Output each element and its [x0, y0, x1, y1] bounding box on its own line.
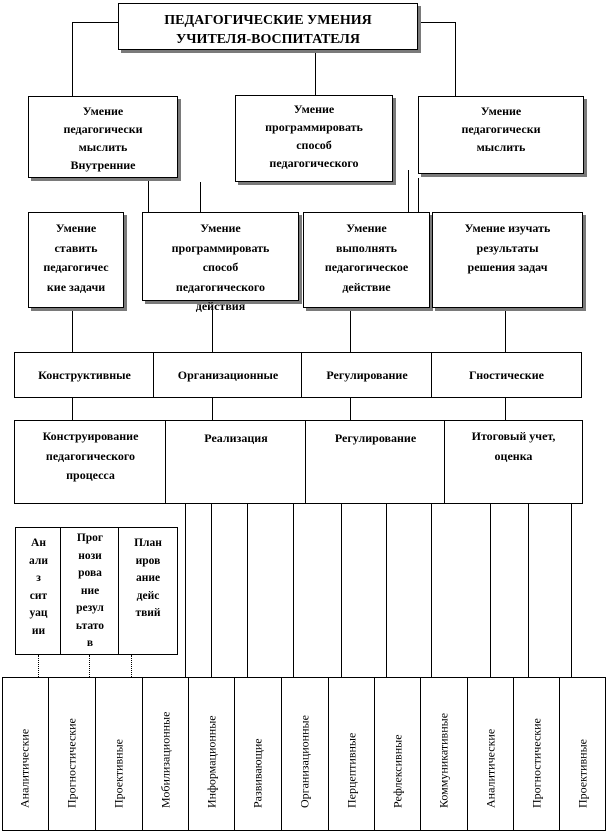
connector — [431, 504, 432, 677]
connector — [418, 178, 419, 212]
level4-line: процесса — [66, 468, 115, 482]
connector — [350, 398, 351, 420]
level3-cell: Организационные — [153, 352, 302, 398]
level4-cell — [165, 420, 306, 504]
level1-line: педагогического — [269, 156, 359, 170]
bottom-cell — [2, 677, 49, 831]
bottom-cell — [235, 677, 282, 831]
level5-line: нози — [78, 549, 102, 562]
bottom-label: Аналитические — [17, 728, 32, 808]
connector — [185, 504, 186, 677]
level2-line: Умение — [346, 221, 387, 235]
bottom-label: Прогностические — [529, 718, 543, 808]
connector — [350, 308, 351, 352]
dotted-connector — [38, 655, 39, 677]
bottom-label: Проективные — [111, 739, 126, 808]
level2-line: ставить — [54, 240, 98, 255]
level5-line: План — [134, 537, 162, 549]
level2-box — [142, 212, 299, 313]
level2-line: способ — [202, 260, 239, 274]
connector — [341, 504, 342, 677]
level1-line: Умение — [293, 102, 335, 116]
level4-line: Реализация — [204, 431, 268, 445]
connector — [211, 504, 212, 677]
connector — [72, 22, 118, 23]
level2-line: педагогичес — [43, 260, 109, 274]
connector — [315, 50, 316, 95]
level1-line: Умение — [480, 104, 522, 118]
level2-box — [303, 212, 430, 308]
level4-line: Регулирование — [334, 431, 417, 445]
bottom-cell — [49, 677, 96, 831]
bottom-cell — [282, 677, 329, 831]
level1-line: Внутренние — [70, 158, 136, 172]
connector — [72, 308, 73, 352]
level5-line: ьтато — [75, 619, 105, 632]
level5-line: ии — [31, 624, 46, 637]
level2-line: решения задач — [467, 260, 548, 274]
connector — [72, 22, 73, 96]
connector — [212, 398, 213, 420]
bottom-cell — [468, 677, 514, 831]
bottom-cell — [96, 677, 143, 831]
connector — [148, 178, 149, 212]
level5-line: твий — [135, 607, 161, 619]
level2-line: кие задачи — [46, 279, 106, 294]
level5-line: ние — [80, 584, 100, 597]
level3-cell: Конструктивные — [14, 352, 154, 398]
level5-box — [118, 527, 178, 655]
connector — [528, 504, 529, 677]
level5-line: иров — [135, 554, 161, 567]
level5-line: Ан — [31, 537, 46, 549]
level2-line: действия — [195, 299, 246, 313]
level2-line: педагогического — [175, 279, 266, 294]
level5-line: Прог — [76, 532, 104, 544]
level2-line: результаты — [476, 240, 539, 255]
connector — [455, 22, 456, 96]
level1-box — [418, 96, 584, 174]
level2-line: Умение — [200, 221, 241, 235]
bottom-cell — [329, 677, 375, 831]
connector — [490, 504, 491, 677]
bottom-cell — [189, 677, 235, 831]
bottom-cell — [143, 677, 189, 831]
level1-line: программировать — [265, 120, 363, 134]
level5-line: ание — [135, 572, 161, 584]
level2-line: педагогическое — [324, 260, 409, 274]
level1-line: мыслить — [476, 140, 526, 154]
connector — [418, 22, 456, 23]
level1-line: мыслить — [78, 140, 128, 154]
level5-box — [15, 527, 61, 655]
level4-cell — [14, 420, 166, 504]
level2-box — [432, 212, 583, 308]
bottom-label: Аналитические — [483, 728, 497, 808]
bottom-label: Проективные — [575, 739, 590, 808]
level4-line: Конструирование — [42, 429, 139, 443]
bottom-label: Организационные — [297, 715, 312, 808]
level2-line: программировать — [171, 240, 270, 255]
level1-line: педагогически — [461, 122, 541, 136]
level5-line: сит — [29, 589, 48, 602]
connector — [505, 308, 506, 352]
level1-line: Умение — [82, 104, 124, 118]
level3-cell: Регулирование — [301, 352, 432, 398]
level2-line: выполнять — [336, 240, 397, 255]
title-box — [118, 3, 418, 50]
level4-line: педагогического — [45, 448, 136, 463]
dotted-connector — [89, 655, 90, 677]
connector — [247, 504, 248, 677]
connector — [505, 398, 506, 420]
connector — [386, 504, 387, 677]
level5-line: али — [29, 554, 48, 567]
level4-line: оценка — [494, 448, 533, 463]
connector — [293, 504, 294, 677]
bottom-label: Прогностические — [64, 718, 79, 808]
level1-box — [28, 96, 178, 178]
level2-box — [28, 212, 124, 308]
level5-line: резул — [76, 602, 104, 614]
level5-line: в — [86, 637, 94, 649]
bottom-label: Мобилизационные — [158, 711, 172, 808]
level5-line: дейс — [136, 589, 160, 602]
bottom-label: Информационные — [204, 715, 218, 808]
level3-cell: Гностические — [431, 352, 582, 398]
bottom-label: Перцептивные — [344, 732, 358, 808]
level1-box — [235, 95, 393, 182]
level5-line: з — [36, 572, 41, 584]
bottom-cell — [560, 677, 606, 831]
connector — [408, 170, 409, 212]
level2-line: Умение — [55, 221, 97, 235]
bottom-cell — [514, 677, 560, 831]
bottom-cell — [375, 677, 421, 831]
level1-line: способ — [296, 138, 332, 152]
level5-line: рова — [78, 567, 102, 579]
bottom-label: Коммуникативные — [436, 712, 451, 808]
level2-line: действие — [342, 279, 391, 294]
title-line: УЧИТЕЛЯ-ВОСПИТАТЕЛЯ — [176, 32, 360, 47]
dotted-connector — [131, 655, 132, 677]
bottom-label: Рефлексивные — [390, 734, 404, 808]
level5-line: уац — [29, 607, 48, 619]
level4-cell — [305, 420, 445, 504]
level4-line: Итоговый учет, — [471, 429, 556, 443]
connector — [72, 398, 73, 420]
level2-line: Умение изучать — [464, 221, 551, 235]
connector — [571, 504, 572, 677]
bottom-cell — [421, 677, 468, 831]
connector — [200, 182, 201, 212]
title-line: ПЕДАГОГИЧЕСКИЕ УМЕНИЯ — [164, 13, 372, 28]
level4-cell — [444, 420, 583, 504]
level5-box — [60, 527, 119, 655]
level1-line: педагогически — [63, 122, 143, 136]
bottom-label: Развивающие — [250, 738, 265, 808]
